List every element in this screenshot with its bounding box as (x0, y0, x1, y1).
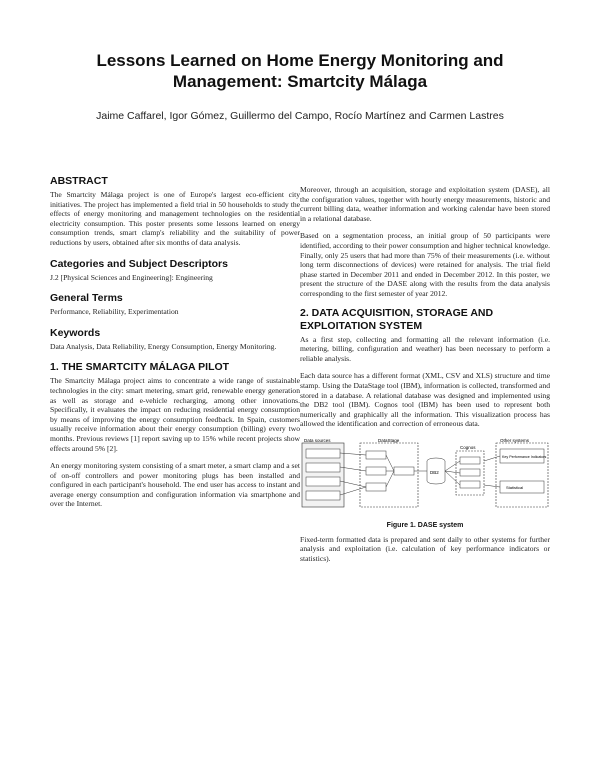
other-systems-label: Other systems (500, 437, 530, 443)
source-box-4 (306, 491, 340, 500)
datastage-transform (394, 467, 414, 475)
source-box-1 (306, 449, 340, 458)
sources-label: Data sources (304, 437, 331, 443)
categories-text: J.2 [Physical Sciences and Engineering]: Engineering (50, 272, 213, 282)
section-2-paragraph-2: Each data source has a different format (XML, CSV and XLS) structure and time stamp. Using the DataStage tool (IBM), information is collected, transformed and stored in a database. A relational database was designed and implemented using the DB2 tool (IBM). Cognos tool (IBM) has been used to represent both numerically and graphically all the information. This visualization process has allowed the identification and correction of erroneous data. (300, 371, 550, 429)
arrow-9 (445, 461, 460, 471)
db2-label: DB2 (430, 469, 439, 475)
kpi-label: Key Performance Indicators (502, 454, 547, 459)
datastage-stage-3 (366, 483, 386, 491)
section-2-paragraph-1: As a first step, collecting and formatting all the relevant information (i.e. metering, billing, configuration and weather) has been necessary to perform a reliable analysis. (300, 334, 550, 363)
section-1 (50, 361, 300, 509)
arrow-12 (484, 456, 500, 461)
section-1-paragraph-2: An energy monitoring system consisting of a smart meter, a smart clamp and a set of on-off controllers and power monitoring plugs has been installed and configured in each participant's household. The end user has access to instant and average energy consumption and configuration information via smartphone and over the Internet. (50, 461, 300, 509)
cognos-report-3 (460, 481, 480, 488)
general-terms-text: Performance, Reliability, Experimentation (50, 307, 179, 317)
categories-section (50, 258, 300, 283)
arrow-13 (484, 485, 500, 487)
general-terms-section (50, 292, 300, 317)
datastage-stage-1 (366, 451, 386, 459)
keywords-section (50, 327, 300, 352)
datastage-stage-2 (366, 467, 386, 475)
cognos-report-1 (460, 457, 480, 464)
figure-caption: Figure 1. DASE system (386, 521, 464, 529)
datastage-label: DataStage (378, 437, 400, 443)
dase-diagram (300, 437, 550, 515)
left-column (50, 175, 300, 519)
arrow-10 (445, 471, 460, 473)
general-terms-heading: General Terms (50, 292, 123, 305)
arrow-5 (386, 455, 394, 471)
section-2-heading: 2. DATA ACQUISITION, STORAGE AND EXPLOITATION SYSTEM (300, 306, 494, 332)
section-2-paragraph-3: Fixed-term formatted data is prepared and sent daily to other systems for further analysis and exploitation (i.e. calculation of key performance indicators or statistics). (300, 534, 550, 564)
abstract-heading: ABSTRACT (50, 175, 108, 187)
abstract-section (50, 175, 300, 248)
cognos-label: Cognos (460, 444, 476, 450)
abstract-text: The Smartcity Málaga project is one of Europe's largest eco-efficient city initiatives. The project has implemented a field trial in 50 households to study the effects of energy monitoring and management technologies on the residential electricity consumption. This poster presents some lessons learned on energy consumption trends, smart clamp's reliability and the suitability of power reductions by users, obtained after six months of data analysis. (50, 190, 300, 247)
right-paragraph-1: Moreover, through an acquisition, storage and exploitation system (DASE), all the configuration values, together with hourly energy measurements, historic and current billing data, weather information and working calendar have been stored in a relational database. (300, 185, 550, 223)
arrow-11 (445, 471, 460, 485)
cognos-report-2 (460, 469, 480, 476)
right-paragraph-2: Based on a segmentation process, an initial group of 50 participants were identified, according to their power consumption and higher technical knowledge. Finally, only 25 users that had more than 75% of their measurements (i.e. without long term disconnections of devices) were retained for analysis. The trial field phase started in December 2011 and ended in December 2012. In this poster, we present the structure of the DASE along with the results from the data analysis corresponding to the first semester of year 2012. (300, 231, 550, 298)
dase-figure (300, 437, 550, 529)
source-box-3 (306, 477, 340, 486)
arrow-7 (386, 471, 394, 487)
paper-title: Lessons Learned on Home Energy Monitoring and Management: Smartcity Málaga (96, 51, 504, 91)
categories-heading: Categories and Subject Descriptors (50, 257, 228, 270)
section-1-paragraph-1: The Smartcity Málaga project aims to concentrate a wide range of sustainable technologies in the city: smart metering, smart grid, renewable energy generation as well as storage and e-vehicle recharging, among other innovations. Specifically, it evaluates the impact on reducing residential energy consumption by means of improving the energy consumption feedback. In Spain, customers usually receive information about their energy consumption (billing) every two months. Previous reviews [1] report saving up to 15% while recent projects show effects around 5% [2]. (50, 376, 300, 453)
section-1-heading: 1. THE SMARTCITY MÁLAGA PILOT (50, 361, 230, 374)
author-list: Jaime Caffarel, Igor Gómez, Guillermo del Campo, Rocío Martínez and Carmen Lastres (96, 110, 504, 122)
right-column (300, 185, 550, 572)
keywords-text: Data Analysis, Data Reliability, Energy Consumption, Energy Monitoring. (50, 341, 277, 351)
stats-label: Statistical (506, 484, 524, 490)
source-box-2 (306, 463, 340, 472)
keywords-heading: Keywords (50, 326, 101, 339)
